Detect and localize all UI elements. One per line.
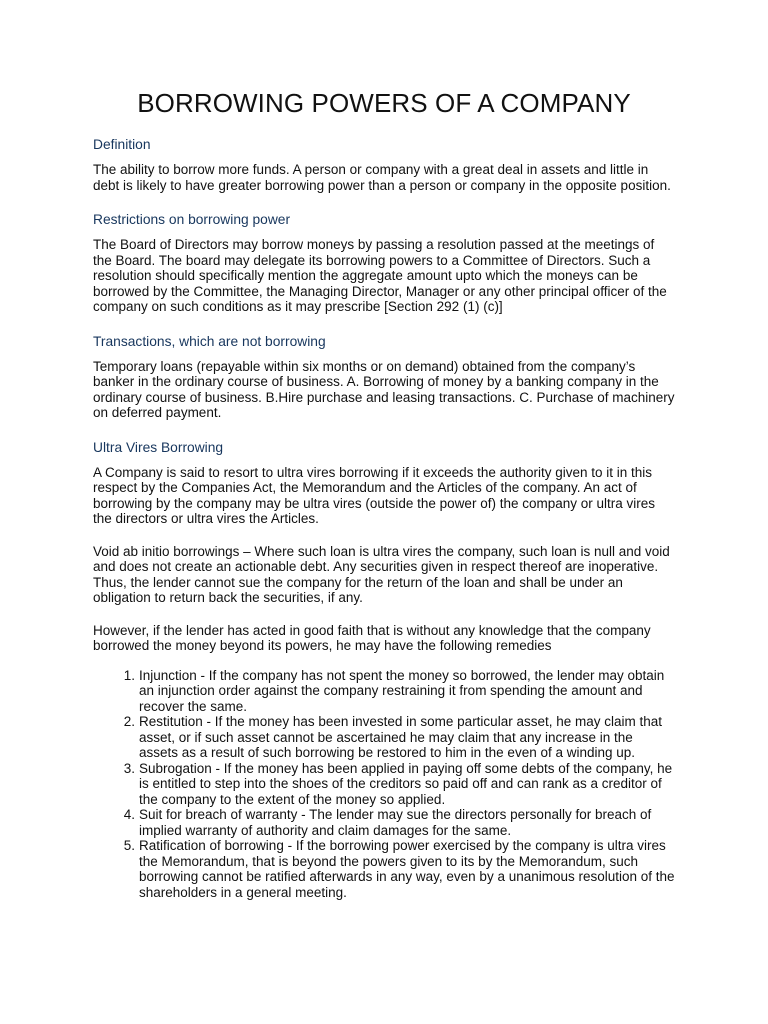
list-item [123,760,675,808]
paragraph: However, if the lender has acted in good faith that is without any knowledge that the company borrowed the money beyond its powers, he may have the following remedies [93,622,651,653]
paragraph: Void ab initio borrowings – Where such loan is ultra vires the company, such loan is null and void and does not create an actionable debt. Any securities given in respect thereof are inoperative. Thus, the lender cannot sue the company for the return of the loan and shall be under an obligation to return back the securities, if any. [93,543,670,605]
list-item-text: Ratification of borrowing - If the borrowing power exercised by the company is ultra vires the Memorandum, that is beyond the powers given to its by the Memorandum, such borrowing cannot be ratified afterwards in any way, even by a unanimous resolution of the shareholders in a general meeting. [139,838,675,900]
document-page [93,84,675,900]
paragraph: The ability to borrow more funds. A person or company with a great deal in assets and little in debt is likely to have greater borrowing power than a person or company in the opposite position. [93,162,671,193]
paragraph: Temporary loans (repayable within six months or on demand) obtained from the company’s banker in the ordinary course of business. A. Borrowing of money by a banking company in the ordinary course of business. B.Hire purchase and leasing transactions. C. Purchase of machinery on deferred payment. [93,358,675,420]
remedies-list [93,668,675,901]
list-number: 4. [123,807,135,822]
list-number: 5. [123,838,135,853]
section-transactions [93,333,675,421]
section-ultra-vires [93,439,675,901]
list-number: 3. [123,760,135,776]
section-heading: Restrictions on borrowing power [93,212,291,227]
list-item [123,667,675,715]
list-item [123,807,675,838]
list-number: 1. [123,667,135,683]
paragraph: The Board of Directors may borrow moneys by passing a resolution passed at the meetings of the Board. The board may delegate its borrowing powers to a Committee of Directors. Such a resolution should specifically mention the aggregate amount upto which the moneys can be borrowed by the Committee, the Managing Director, Manager or any other principal officer of the company on such conditions as it may prescribe [Section 292 (1) (c)] [93,237,667,314]
list-item-text: Subrogation - If the money has been applied in paying off some debts of the company, he is entitled to step into the shoes of the creditors so paid off and can rank as a creditor of the company to the extent of the money so applied. [139,760,673,807]
list-item-text: Injunction - If the company has not spent the money so borrowed, the lender may obtain an injunction order against the company restraining it from spending the amount and recover the same. [139,667,665,714]
section-heading: Transactions, which are not borrowing [93,333,326,349]
list-number: 2. [123,714,135,729]
list-item-text: Suit for breach of warranty - The lender may sue the directors personally for breach of implied warranty of authority and claim damages for the same. [139,807,652,838]
paragraph: A Company is said to resort to ultra vires borrowing if it exceeds the authority given to it in this respect by the Companies Act, the Memorandum and the Articles of the company. An act of borrowing by the company may be ultra vires (outside the power of) the company or ultra vires the directors or ultra vires the Articles. [93,464,656,526]
section-heading: Definition [93,137,151,152]
section-restrictions [93,211,675,315]
page-title: BORROWING POWERS OF A COMPANY [137,88,631,118]
list-item [123,838,675,900]
list-item-text: Restitution - If the money has been invested in some particular asset, he may claim that asset, or if such asset cannot be ascertained he may claim that any increase in the assets as a result of such borrowing be restored to him in the even of a winding up. [139,714,663,760]
list-item [123,714,675,761]
section-heading: Ultra Vires Borrowing [93,439,224,455]
section-definition [93,136,675,193]
